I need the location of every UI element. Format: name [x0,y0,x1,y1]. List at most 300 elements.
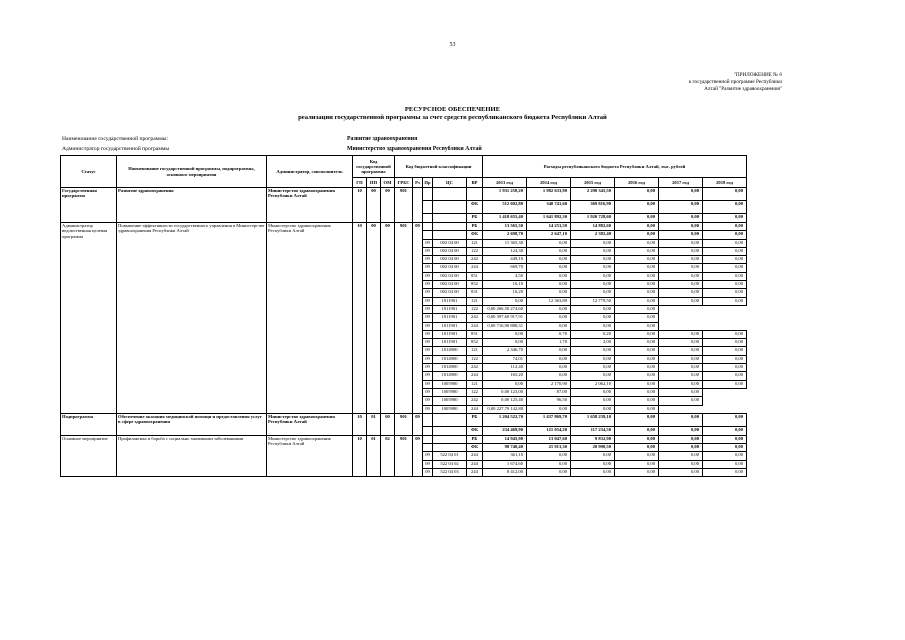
row-value: 0,00 [527,405,571,413]
row-vr: 121 [467,380,483,388]
row-pr [423,413,433,426]
header-budget-code: Код бюджетной классификации [395,156,483,178]
row-value: 0,00 [703,355,747,363]
row-vr: 242 [467,256,483,264]
row-cs: 002 04 00 [433,256,467,264]
row-value: 0,00 [659,355,703,363]
row-om: 00 [381,413,395,435]
document-title [0,106,905,122]
row-value: 0,00 [659,435,703,443]
row-value: 669,70 [483,264,527,272]
row-name: Развитие здравоохранения [117,188,267,223]
row-pr: 09 [423,372,433,380]
row-value: 0,00 [659,256,703,264]
row-pr: 09 [423,322,433,330]
row-value: 0,00 [483,380,527,388]
row-cs [433,413,467,426]
row-pr: 09 [423,460,433,468]
row-cs: 002 04 00 [433,247,467,255]
row-value: 0,00 [659,247,703,255]
row-value: 0,00 [659,281,703,289]
row-grbs: 901 [395,223,413,414]
row-vr: 244 [467,322,483,330]
row-value: 0,00 [527,469,571,477]
row-cs: 522 04 01 [433,452,467,460]
row-value: 2 698,70 [483,231,527,239]
row-value: 0,00 [703,444,747,452]
header-grbs: ГРБС [395,178,413,188]
row-value: 0,00 [703,469,747,477]
row-value: 0,00 [615,188,659,201]
row-value: 0,00 [615,247,659,255]
row-value: 96,50 [527,397,571,405]
row-value: 0,00 [527,460,571,468]
row-value: 0,00 [571,256,615,264]
row-value: 14 945,90 [483,435,527,443]
header-gp: ГП [353,178,367,188]
row-pr [423,223,433,231]
row-vr: ФБ [467,231,483,239]
row-vr: РБ [467,435,483,443]
row-grbs: 901 [395,188,413,223]
row-pp: 00 [367,223,381,414]
row-status: Государственная программа [61,188,117,223]
row-rz: 09 [413,435,423,476]
row-administrator: Министерство здравоохранения Республики Алтай [267,188,353,223]
row-value: 0,00 [703,330,747,338]
row-grbs: 901 [395,413,413,435]
row-value: 361,10 [483,452,527,460]
row-value: 0,00 [703,231,747,239]
row-gp: 10 [353,188,367,223]
row-vr: 244 [467,372,483,380]
row-pr: 09 [423,289,433,297]
row-value: 0,00 [703,201,747,214]
row-vr: 242 [467,364,483,372]
row-value: 0,00 [703,339,747,347]
row-vr [467,188,483,201]
row-value: 0,00 [703,188,747,201]
row-pr: 09 [423,405,433,413]
header-year: 2013 год [483,178,527,188]
row-pr: 09 [423,330,433,338]
row-pr: 09 [423,347,433,355]
row-value: 14 882,60 [571,223,615,231]
row-value: 0,00 [703,380,747,388]
row-pp: 01 [367,413,381,435]
table-row [61,223,747,231]
row-vr: 122 [467,305,483,313]
row-pr: 09 [423,239,433,247]
row-value: 0,00 [527,247,571,255]
row-value: 124,30 [483,247,527,255]
header-year: 2017 год [659,178,703,188]
row-value: 0,00 [703,272,747,280]
row-value: 0,00 [659,339,703,347]
row-value: 369 816,90 [571,201,615,214]
row-administrator: Министерство здравоохранения Республики Алтай [267,435,353,476]
row-cs [433,223,467,231]
row-value: 0,00 [615,435,659,443]
header-administrator: Администратор, соисполнитель [267,156,353,188]
row-cs: 1005980 [433,405,467,413]
row-value: 1 920 728,60 [571,214,615,223]
row-value: 0,00 [615,339,659,347]
row-value: 0,00 [703,256,747,264]
row-value: 0,00 [659,380,703,388]
header-year: 2016 год [615,178,659,188]
row-vr: 851 [467,330,483,338]
row-vr: РБ [467,223,483,231]
row-value: 0,00 716,90 888,31 [483,322,527,330]
row-vr: 244 [467,452,483,460]
row-value: 4,50 [483,272,527,280]
row-value: 0,00 [615,214,659,223]
row-value: 20 990,50 [571,444,615,452]
row-cs: 002 04 00 [433,272,467,280]
row-pr [423,214,433,223]
row-value: 13 047,60 [527,435,571,443]
program-value: Развитие здравоохранения [347,136,418,142]
row-cs: 522 04 02 [433,460,467,468]
row-value: 0,00 [571,264,615,272]
appendix-note [620,72,782,93]
row-pr: 09 [423,256,433,264]
row-vr: 244 [467,405,483,413]
row-value: 121 054,20 [527,426,571,435]
row-value: 0,00 [615,397,659,405]
row-rz [413,188,423,223]
row-cs: 1011901 [433,305,467,313]
row-value: 11 365,30 [483,239,527,247]
row-pr: 09 [423,305,433,313]
row-value: 1 658 239,10 [571,413,615,426]
row-vr: ФБ [467,201,483,214]
row-value: 0,00 [615,469,659,477]
row-value: 0,00 [615,426,659,435]
row-vr: 852 [467,339,483,347]
row-value: 0,00 [615,289,659,297]
row-value: 0,00 [527,264,571,272]
row-value: 0,00 [615,444,659,452]
row-value: 0,00 [615,305,659,313]
row-cs: 002 04 00 [433,281,467,289]
row-cs [433,435,467,443]
row-cs: 1005980 [433,380,467,388]
row-pr: 09 [423,469,433,477]
row-value: 0,00 [703,435,747,443]
table-row [61,435,747,443]
row-value: 0,00 [571,405,615,413]
row-om: 00 [381,188,395,223]
row-value: 0,00 [659,426,703,435]
row-value: 0,00 [659,388,703,396]
row-value: 0,00 397,60 917,91 [483,314,527,322]
row-value: 1,70 [527,339,571,347]
row-administrator: Министерство здравоохранения Республики Алтай [267,413,353,435]
row-pr [423,231,433,239]
row-status: Администратор ведомственная целевая программа [61,223,117,414]
row-rz: 09 [413,223,423,414]
row-value: 0,00 [483,297,527,305]
row-value: 0,00 [527,305,571,313]
row-value: 1 418 655,40 [483,214,527,223]
row-cs: 002 04 00 [433,264,467,272]
row-value: 0,00 [527,322,571,330]
row-cs: 1011901 [433,314,467,322]
admin-value: Министерство здравоохранения Республики Алтай [347,146,482,152]
row-value: 2,00 [571,339,615,347]
row-value: 0,00 [659,330,703,338]
row-value: 0,00 [659,372,703,380]
row-value: 0,00 [703,364,747,372]
row-grbs: 901 [395,435,413,476]
row-vr: 122 [467,355,483,363]
row-value: 1 204 522,70 [483,413,527,426]
row-cs [433,214,467,223]
row-value: 0,00 [615,355,659,363]
title-line-1: РЕСУРСНОЕ ОБЕСПЕЧЕНИЕ [404,106,501,113]
row-value: 0,00 [527,364,571,372]
header-om: ОМ [381,178,395,188]
row-value: 0,00 [571,272,615,280]
header-rz: Рз [413,178,423,188]
appendix-line: "ПРИЛОЖЕНИЕ № 6 [733,72,782,78]
row-cs [433,201,467,214]
row-pr: 09 [423,314,433,322]
row-cs: 1011901 [433,339,467,347]
row-value: 0,00 [571,355,615,363]
row-pr [423,201,433,214]
row-value: 0,00 [527,314,571,322]
row-value: 0,00 [571,372,615,380]
row-pr: 09 [423,247,433,255]
row-value: 0,00 [659,223,703,231]
row-value: 0,00 [703,289,747,297]
row-value: 0,00 [659,214,703,223]
row-value: 0,00 [615,413,659,426]
row-vr: 121 [467,347,483,355]
row-cs: 1014900 [433,364,467,372]
row-vr: 244 [467,469,483,477]
row-value: 0,00 [659,460,703,468]
row-value: 512 602,80 [483,201,527,214]
row-status: Основное мероприятие [61,435,117,476]
row-value: 1 931 258,20 [483,188,527,201]
row-pr [423,426,433,435]
row-pr: 09 [423,355,433,363]
row-value: 0,00 [527,289,571,297]
row-pr [423,444,433,452]
row-value: 0,00 [703,239,747,247]
row-vr: РБ [467,413,483,426]
row-pr: 09 [423,339,433,347]
row-pr: 09 [423,272,433,280]
row-value: 1 437 869,70 [527,413,571,426]
header-year: 2018 год [703,178,747,188]
row-value: 2 647,10 [527,231,571,239]
row-value: 449,10 [483,256,527,264]
row-cs: 1011901 [433,322,467,330]
row-value: 0,00 [615,452,659,460]
row-value: 0,00 [659,231,703,239]
row-vr: 121 [467,297,483,305]
row-value: 0,00 [527,452,571,460]
row-cs [433,188,467,201]
row-administrator: Министерство здравоохранения Республики Алтай [267,223,353,414]
row-value: 0,00 [615,380,659,388]
appendix-line: к государственной программе Республики [688,79,782,85]
row-value: 0,00 [615,364,659,372]
row-value: 1 982 633,90 [527,188,571,201]
row-value: 0,00 [659,469,703,477]
row-vr: 851 [467,272,483,280]
row-value: 1 641 892,30 [527,214,571,223]
row-pp: 01 [367,435,381,476]
row-vr: 852 [467,281,483,289]
row-value: 0,00 [615,281,659,289]
row-name: Профилактика и борьба с социально значимыми заболеваниями [117,435,267,476]
row-cs: 1014900 [433,372,467,380]
row-cs: 1011901 [433,330,467,338]
row-value: 0,00 [571,388,615,396]
row-pr: 09 [423,452,433,460]
row-value: 0,00 [615,239,659,247]
row-value: 21 913,30 [527,444,571,452]
row-value: 0,00 [571,314,615,322]
row-value: 0,00 [703,413,747,426]
row-value: 0,00 [483,330,527,338]
row-value: 2 346,70 [483,347,527,355]
row-value: 0,00 [571,397,615,405]
header-name: Наименование государственной программы, подпрограммы, основного мероприятия [117,156,267,188]
row-value: 1 674,60 [483,460,527,468]
row-cs: 1005980 [433,397,467,405]
admin-label: Администратор государственной программы [62,146,170,152]
row-value: 0,00 [659,297,703,305]
row-value: 0,00 [571,281,615,289]
row-value: 0,20 [571,330,615,338]
row-rz: 09 [413,413,423,435]
row-value: 234 469,90 [483,426,527,435]
row-value: 0,00 [703,223,747,231]
row-value: 165,20 [483,372,527,380]
header-cs: ЦС [433,178,467,188]
row-vr: 121 [467,239,483,247]
row-cs: 522 04 03 [433,469,467,477]
header-status: Статус [61,156,117,188]
row-value: 2 290 345,50 [571,188,615,201]
header-year: 2014 год [527,178,571,188]
row-pr: 09 [423,297,433,305]
row-value: 0,00 227,70 142,80 [483,405,527,413]
row-value: 0,00 [659,347,703,355]
row-value: 0,00 [527,256,571,264]
row-value: 98 740,40 [483,444,527,452]
title-line-2: реализации государственной программы за счет средств республиканского бюджета Республики Алтай [298,114,607,121]
row-vr: 242 [467,397,483,405]
row-vr: ФБ [467,426,483,435]
header-pr: Пр [423,178,433,188]
row-value: 0,00 [527,239,571,247]
appendix-line: Алтай "Развитие здравоохранения" [704,86,782,92]
row-value: 0,00 [615,330,659,338]
header-expenses: Расходы республиканского бюджета Республики Алтай, тыс. рублей [483,156,747,178]
row-value: 0,00 [659,289,703,297]
row-vr: 122 [467,247,483,255]
row-cs: 1014900 [433,347,467,355]
row-value: 340 741,60 [527,201,571,214]
row-value: 0,00 [615,347,659,355]
row-value: 0,00 [659,201,703,214]
row-cs: 002 04 00 [433,289,467,297]
row-cs [433,231,467,239]
row-value: 0,00 [571,239,615,247]
row-name: Повышение эффективности государственного управления в Министерстве здравоохранения Республики Алтай [117,223,267,414]
row-cs: 1005980 [433,388,467,396]
header-program-code: Код государственной программы [353,156,395,178]
row-value: 2 062,10 [571,380,615,388]
row-pr: 09 [423,388,433,396]
row-value: 0,00 [659,397,703,405]
row-cs: 1011901 [433,297,467,305]
header-vr: ВР [467,178,483,188]
row-value: 0,00 [571,347,615,355]
row-value: 0,00 [703,347,747,355]
row-pr: 09 [423,364,433,372]
row-value: 0,00 [615,314,659,322]
row-value: 0,00 [615,322,659,330]
row-value: 0,00 123,00 [483,388,527,396]
row-value: 0,00 [527,281,571,289]
row-value: 0,00 [703,426,747,435]
row-pr [423,435,433,443]
row-pr: 09 [423,380,433,388]
row-vr: 244 [467,264,483,272]
row-value: 9 832,90 [571,435,615,443]
row-vr: 244 [467,460,483,468]
row-value: 2 382,40 [571,231,615,239]
row-value: 0,00 [659,272,703,280]
row-value: 0,00 125,40 [483,397,527,405]
row-value: 0,00 [703,452,747,460]
row-gp: 10 [353,413,367,435]
row-value: 13 565,30 [483,223,527,231]
row-pr: 09 [423,264,433,272]
row-value: 0,00 [615,460,659,468]
row-gp: 10 [353,223,367,414]
row-value: 0,00 [615,388,659,396]
row-value: 0,00 [571,469,615,477]
row-name: Обеспечение оказания медицинской помощи и предоставления услуг в сфере здравоохранения [117,413,267,435]
row-gp: 10 [353,435,367,476]
row-value: 0,00 [615,256,659,264]
row-value: 0,00 [703,247,747,255]
row-pp: 00 [367,188,381,223]
row-value: 0,00 [659,188,703,201]
row-value: 0,00 266,50 274,60 [483,305,527,313]
page-number: 53 [449,42,456,48]
row-value: 0,00 [527,355,571,363]
row-pr: 09 [423,281,433,289]
row-value: 0,70 [527,330,571,338]
row-value: 0,00 [571,305,615,313]
row-value: 12 779,50 [571,297,615,305]
row-value: 0,00 [571,452,615,460]
row-value: 14 253,50 [527,223,571,231]
program-label: Наименование государственной программы: [62,136,169,142]
row-vr: РБ [467,214,483,223]
